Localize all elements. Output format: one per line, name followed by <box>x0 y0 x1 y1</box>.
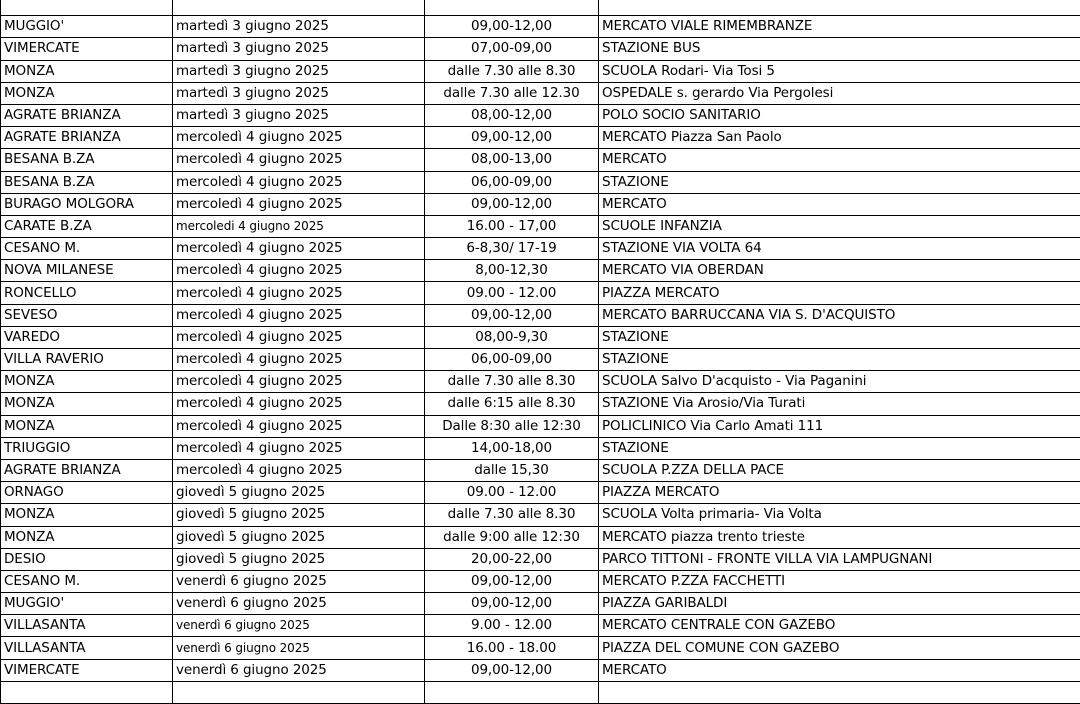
table-row <box>1 104 1080 126</box>
cell-data: mercoledì 4 giugno 2025 <box>173 260 425 282</box>
cell-orario: 09,00-12,00 <box>425 16 599 38</box>
cell-data: martedì 3 giugno 2025 <box>173 82 425 104</box>
cell-comune: MONZA <box>1 393 173 415</box>
cell-orario: dalle 7.30 alle 8.30 <box>425 504 599 526</box>
table-row <box>1 304 1080 326</box>
cell-orario: 09,00-12,00 <box>425 193 599 215</box>
cell-luogo: MERCATO BARRUCCANA VIA S. D'ACQUISTO <box>599 304 1080 326</box>
cell-luogo <box>599 0 1080 16</box>
cell-data: giovedì 5 giugno 2025 <box>173 526 425 548</box>
cell-comune: BESANA B.ZA <box>1 171 173 193</box>
table-row <box>1 637 1080 659</box>
table-row <box>1 570 1080 592</box>
cell-luogo: STAZIONE BUS <box>599 38 1080 60</box>
table-row <box>1 238 1080 260</box>
cell-data: mercoledì 4 giugno 2025 <box>173 193 425 215</box>
cell-luogo: STAZIONE <box>599 171 1080 193</box>
table-row <box>1 349 1080 371</box>
table-row <box>1 415 1080 437</box>
cell-luogo: POLO SOCIO SANITARIO <box>599 104 1080 126</box>
table-row <box>1 127 1080 149</box>
cell-comune: VILLASANTA <box>1 637 173 659</box>
cell-orario: 9.00 - 12.00 <box>425 615 599 637</box>
cell-data: martedì 3 giugno 2025 <box>173 60 425 82</box>
cell-luogo: PIAZZA GARIBALDI <box>599 593 1080 615</box>
cell-luogo: PIAZZA MERCATO <box>599 282 1080 304</box>
cell-comune: RONCELLO <box>1 282 173 304</box>
cell-data: mercoledì 4 giugno 2025 <box>173 437 425 459</box>
cell-comune: MONZA <box>1 415 173 437</box>
table-row <box>1 615 1080 637</box>
cell-orario: dalle 7.30 alle 8.30 <box>425 371 599 393</box>
cell-data: martedì 3 giugno 2025 <box>173 104 425 126</box>
table-row <box>1 82 1080 104</box>
cell-luogo: MERCATO Piazza San Paolo <box>599 127 1080 149</box>
cell-luogo: STAZIONE <box>599 437 1080 459</box>
cell-comune: MUGGIO' <box>1 593 173 615</box>
cell-comune: BESANA B.ZA <box>1 149 173 171</box>
table-row <box>1 526 1080 548</box>
cell-comune: MONZA <box>1 60 173 82</box>
table-row <box>1 393 1080 415</box>
cell-orario: dalle 7.30 alle 8.30 <box>425 60 599 82</box>
cell-luogo: MERCATO piazza trento trieste <box>599 526 1080 548</box>
cell-data: mercoledì 4 giugno 2025 <box>173 371 425 393</box>
cell-orario: dalle 9:00 alle 12:30 <box>425 526 599 548</box>
cell-orario <box>425 0 599 16</box>
cell-luogo <box>599 681 1080 703</box>
cell-data: venerdì 6 giugno 2025 <box>173 637 425 659</box>
cell-data <box>173 0 425 16</box>
cell-orario: Dalle 8:30 alle 12:30 <box>425 415 599 437</box>
cell-orario: dalle 7.30 alle 12.30 <box>425 82 599 104</box>
table-row <box>1 504 1080 526</box>
cell-comune: SEVESO <box>1 304 173 326</box>
cell-orario: 20,00-22,00 <box>425 548 599 570</box>
cell-orario: 09.00 - 12.00 <box>425 482 599 504</box>
cell-comune: CARATE B.ZA <box>1 215 173 237</box>
cell-luogo: POLICLINICO Via Carlo Amati 111 <box>599 415 1080 437</box>
table-row <box>1 215 1080 237</box>
cell-orario: 08,00-13,00 <box>425 149 599 171</box>
cell-comune: NOVA MILANESE <box>1 260 173 282</box>
cell-comune: TRIUGGIO <box>1 437 173 459</box>
table-row <box>1 171 1080 193</box>
cell-luogo: STAZIONE <box>599 326 1080 348</box>
cell-data: mercoledì 4 giugno 2025 <box>173 238 425 260</box>
cell-orario: 09,00-12,00 <box>425 127 599 149</box>
cell-data: mercoledì 4 giugno 2025 <box>173 304 425 326</box>
cell-luogo: MERCATO <box>599 193 1080 215</box>
cell-luogo: MERCATO <box>599 659 1080 681</box>
cell-comune: AGRATE BRIANZA <box>1 127 173 149</box>
cell-data: martedì 3 giugno 2025 <box>173 38 425 60</box>
table-row <box>1 326 1080 348</box>
cell-orario: dalle 15,30 <box>425 459 599 481</box>
cell-orario: 08,00-9,30 <box>425 326 599 348</box>
cell-comune: AGRATE BRIANZA <box>1 104 173 126</box>
table-row <box>1 149 1080 171</box>
cell-comune: BURAGO MOLGORA <box>1 193 173 215</box>
cell-orario: 06,00-09,00 <box>425 349 599 371</box>
cell-data: martedì 3 giugno 2025 <box>173 16 425 38</box>
cell-orario: 09,00-12,00 <box>425 304 599 326</box>
cell-data: mercoledì 4 giugno 2025 <box>173 459 425 481</box>
cell-data: mercoledi 4 giugno 2025 <box>173 215 425 237</box>
cell-data: mercoledì 4 giugno 2025 <box>173 282 425 304</box>
cell-data: venerdì 6 giugno 2025 <box>173 659 425 681</box>
table-row <box>1 0 1080 16</box>
cell-orario: 09,00-12,00 <box>425 659 599 681</box>
table-row <box>1 260 1080 282</box>
cell-comune: VILLA RAVERIO <box>1 349 173 371</box>
cell-data: mercoledì 4 giugno 2025 <box>173 127 425 149</box>
table-row <box>1 16 1080 38</box>
cell-comune: VIMERCATE <box>1 38 173 60</box>
cell-orario: 07,00-09,00 <box>425 38 599 60</box>
cell-data: mercoledì 4 giugno 2025 <box>173 171 425 193</box>
cell-luogo: SCUOLA Rodari- Via Tosi 5 <box>599 60 1080 82</box>
table-row <box>1 371 1080 393</box>
cell-comune: VAREDO <box>1 326 173 348</box>
cell-luogo: STAZIONE Via Arosio/Via Turati <box>599 393 1080 415</box>
table-row <box>1 282 1080 304</box>
cell-comune: AGRATE BRIANZA <box>1 459 173 481</box>
cell-data: mercoledì 4 giugno 2025 <box>173 326 425 348</box>
table-row <box>1 593 1080 615</box>
cell-comune: CESANO M. <box>1 570 173 592</box>
cell-comune: ORNAGO <box>1 482 173 504</box>
cell-orario: dalle 6:15 alle 8.30 <box>425 393 599 415</box>
cell-data: giovedì 5 giugno 2025 <box>173 548 425 570</box>
cell-comune: MONZA <box>1 504 173 526</box>
cell-comune: MUGGIO' <box>1 16 173 38</box>
cell-data: venerdì 6 giugno 2025 <box>173 593 425 615</box>
cell-luogo: MERCATO VIALE RIMEMBRANZE <box>599 16 1080 38</box>
cell-luogo: PARCO TITTONI - FRONTE VILLA VIA LAMPUGNANI <box>599 548 1080 570</box>
cell-luogo: SCUOLA Salvo D'acquisto - Via Paganini <box>599 371 1080 393</box>
table-row <box>1 681 1080 703</box>
table-row <box>1 38 1080 60</box>
cell-data: mercoledì 4 giugno 2025 <box>173 415 425 437</box>
cell-data: venerdì 6 giugno 2025 <box>173 615 425 637</box>
cell-luogo: SCUOLA Volta primaria- Via Volta <box>599 504 1080 526</box>
cell-data: giovedì 5 giugno 2025 <box>173 482 425 504</box>
cell-luogo: MERCATO P.ZZA FACCHETTI <box>599 570 1080 592</box>
cell-luogo: SCUOLE INFANZIA <box>599 215 1080 237</box>
table-row <box>1 548 1080 570</box>
cell-comune <box>1 0 173 16</box>
cell-comune: MONZA <box>1 371 173 393</box>
cell-orario: 16.00 - 18.00 <box>425 637 599 659</box>
cell-comune: MONZA <box>1 82 173 104</box>
cell-comune: DESIO <box>1 548 173 570</box>
cell-luogo: PIAZZA MERCATO <box>599 482 1080 504</box>
cell-luogo: SCUOLA P.ZZA DELLA PACE <box>599 459 1080 481</box>
table-row <box>1 659 1080 681</box>
cell-comune <box>1 681 173 703</box>
cell-luogo: STAZIONE VIA VOLTA 64 <box>599 238 1080 260</box>
cell-orario: 06,00-09,00 <box>425 171 599 193</box>
cell-orario: 8,00-12,30 <box>425 260 599 282</box>
cell-orario: 09.00 - 12.00 <box>425 282 599 304</box>
cell-comune: CESANO M. <box>1 238 173 260</box>
cell-luogo: PIAZZA DEL COMUNE CON GAZEBO <box>599 637 1080 659</box>
cell-luogo: OSPEDALE s. gerardo Via Pergolesi <box>599 82 1080 104</box>
schedule-rows <box>1 0 1080 704</box>
cell-luogo: MERCATO VIA OBERDAN <box>599 260 1080 282</box>
cell-data <box>173 681 425 703</box>
table-row <box>1 193 1080 215</box>
table-row <box>1 482 1080 504</box>
table-row <box>1 437 1080 459</box>
cell-luogo: MERCATO <box>599 149 1080 171</box>
cell-data: mercoledì 4 giugno 2025 <box>173 393 425 415</box>
table-row <box>1 459 1080 481</box>
cell-orario <box>425 681 599 703</box>
cell-orario: 6-8,30/ 17-19 <box>425 238 599 260</box>
table-row <box>1 60 1080 82</box>
cell-data: mercoledì 4 giugno 2025 <box>173 349 425 371</box>
cell-data: venerdì 6 giugno 2025 <box>173 570 425 592</box>
cell-orario: 14,00-18,00 <box>425 437 599 459</box>
cell-luogo: MERCATO CENTRALE CON GAZEBO <box>599 615 1080 637</box>
cell-orario: 16.00 - 17,00 <box>425 215 599 237</box>
cell-orario: 09,00-12,00 <box>425 593 599 615</box>
cell-data: mercoledì 4 giugno 2025 <box>173 149 425 171</box>
cell-orario: 08,00-12,00 <box>425 104 599 126</box>
cell-orario: 09,00-12,00 <box>425 570 599 592</box>
cell-data: giovedì 5 giugno 2025 <box>173 504 425 526</box>
cell-comune: VIMERCATE <box>1 659 173 681</box>
cell-luogo: STAZIONE <box>599 349 1080 371</box>
cell-comune: VILLASANTA <box>1 615 173 637</box>
cell-comune: MONZA <box>1 526 173 548</box>
